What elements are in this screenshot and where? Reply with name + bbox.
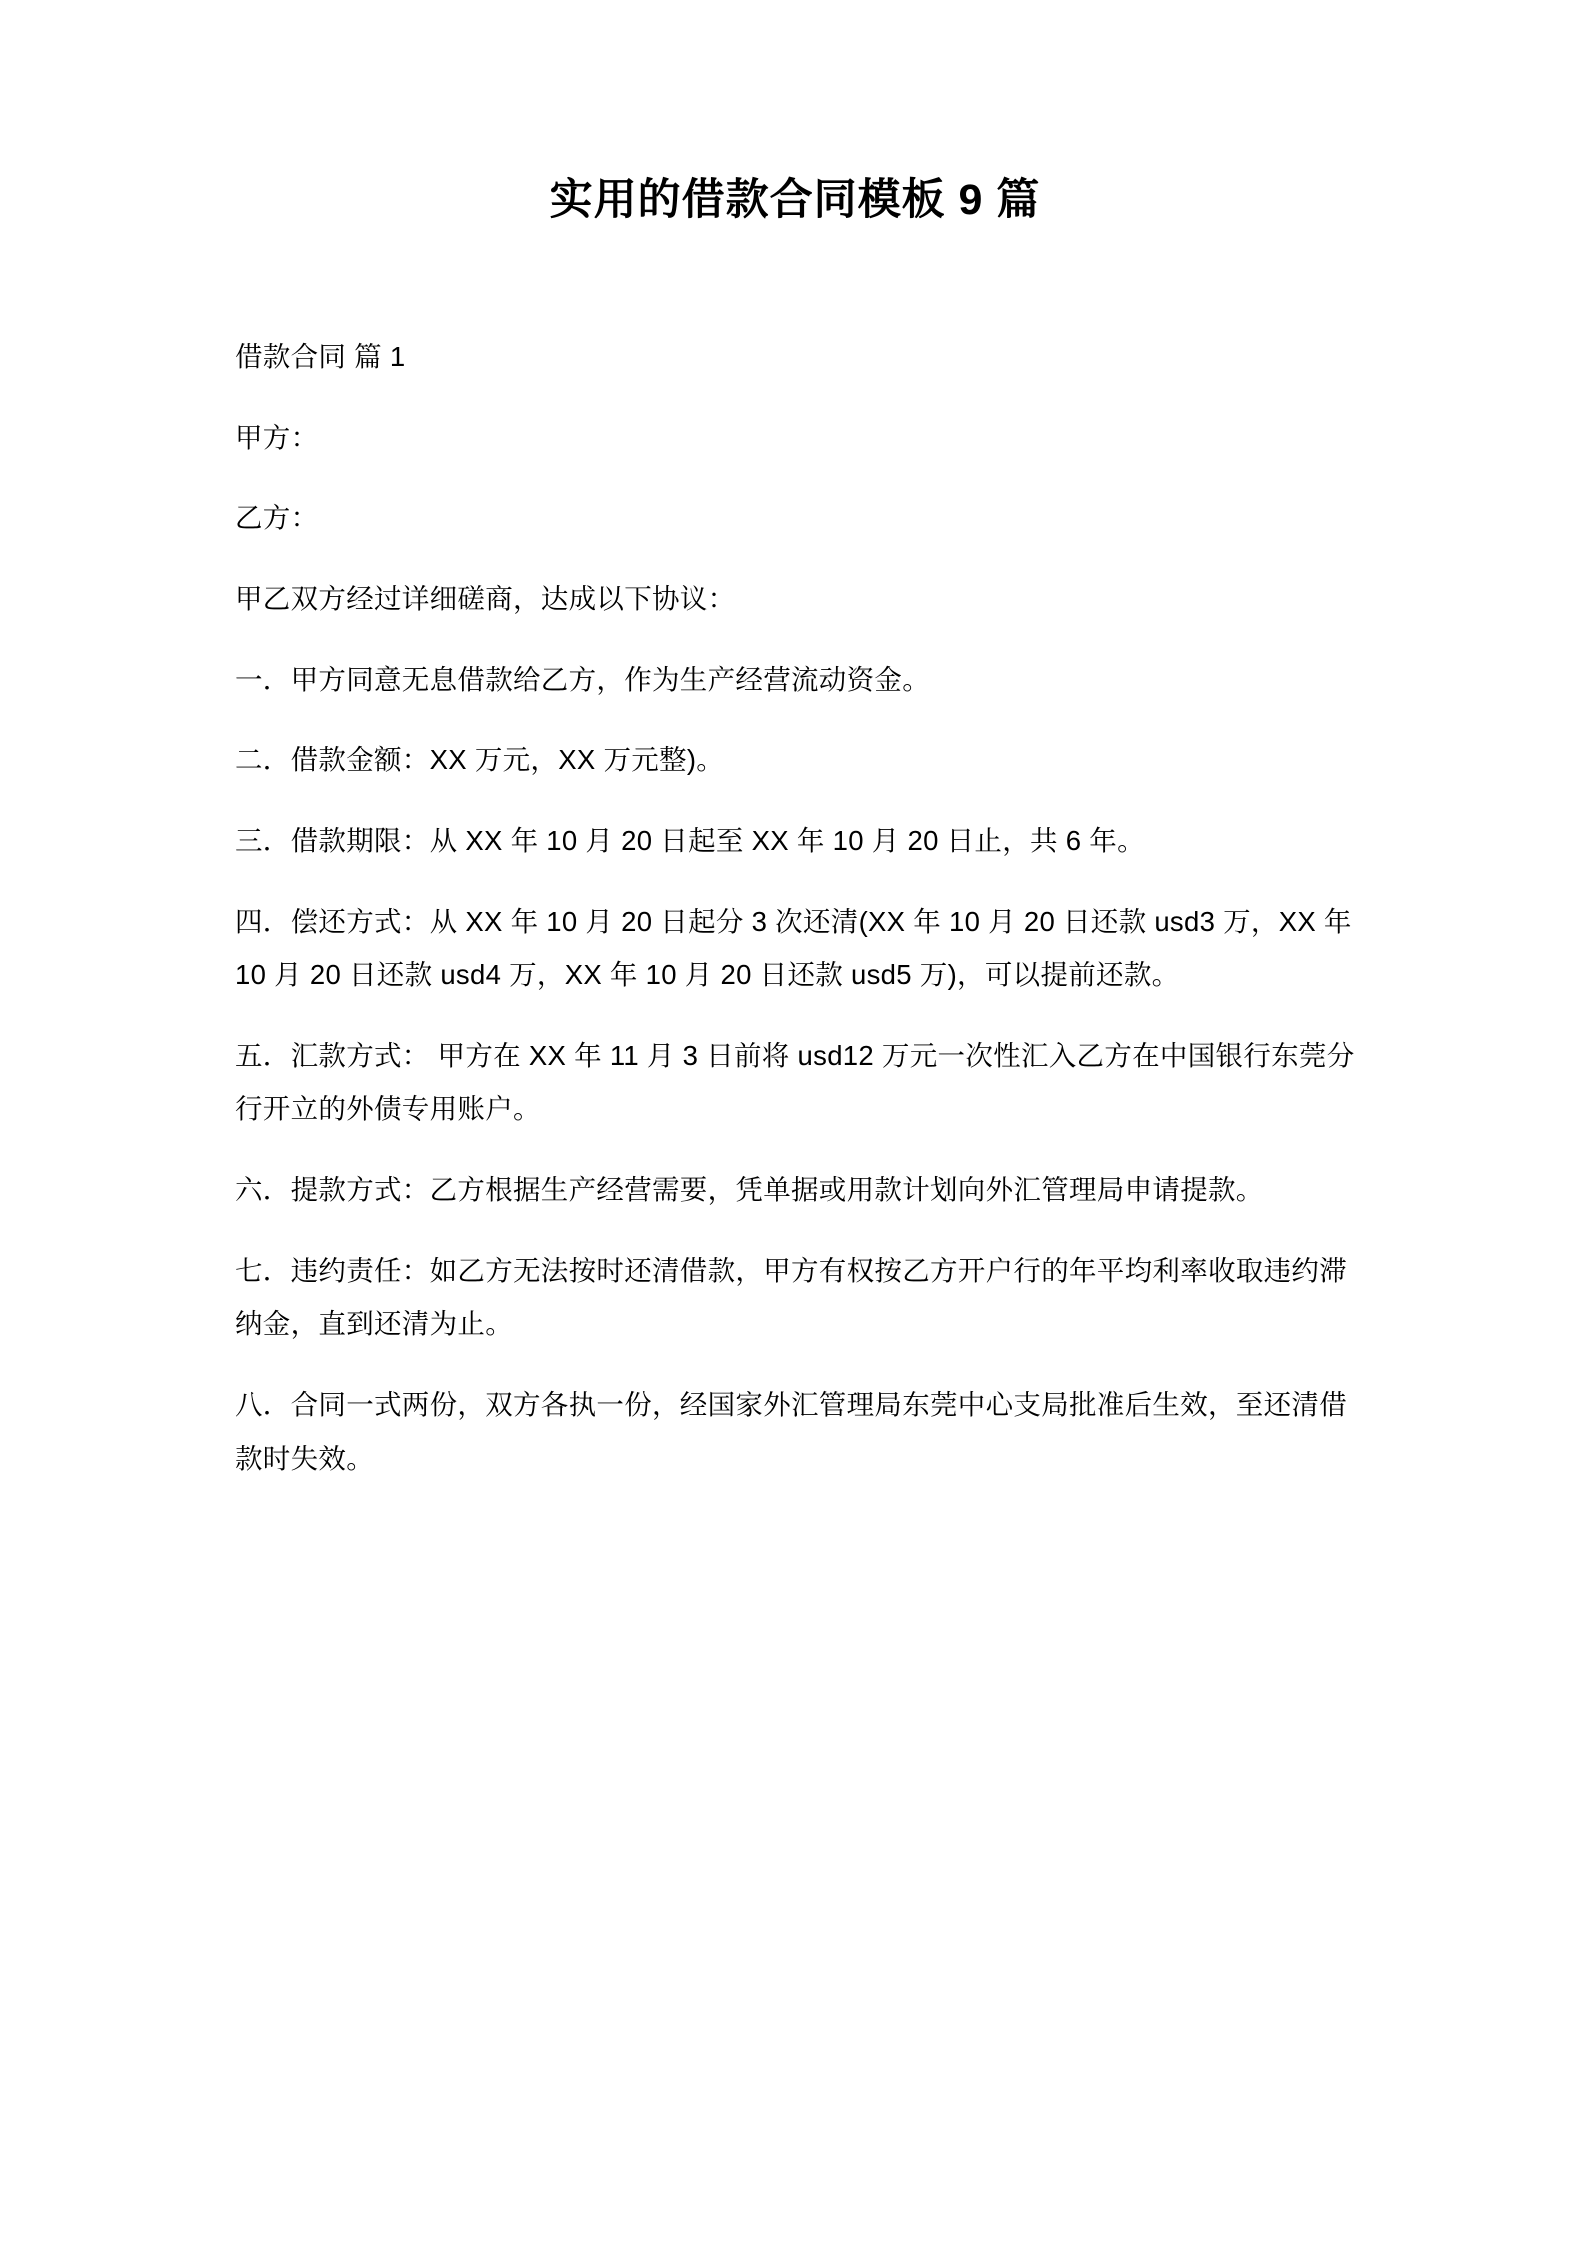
paragraph-clause-4: 四．偿还方式：从 XX 年 10 月 20 日起分 3 次还清(XX 年 10 月 20 日还款 usd3 万，XX 年 10 月 20 日还款 usd4 万，XX 年 10 月 20 日还款 usd5 万)，可以提前还款。 (235, 905, 1352, 991)
title-spacer (235, 230, 1355, 330)
paragraph-party-a: 甲方： (235, 421, 319, 453)
paragraph-clause-5: 五．汇款方式： 甲方在 XX 年 11 月 3 日前将 usd12 万元一次性汇入乙方在中国银行东莞分行开立的外债专用账户。 (235, 1039, 1355, 1125)
paragraph-clause-3: 三．借款期限：从 XX 年 10 月 20 日起至 XX 年 10 月 20 日止，共 6 年。 (235, 824, 1145, 856)
paragraph-clause-6: 六．提款方式：乙方根据生产经营需要，凭单据或用款计划向外汇管理局申请提款。 (235, 1174, 1264, 1206)
paragraph-party-b: 乙方： (235, 502, 319, 534)
paragraph-clause-7: 七．违约责任：如乙方无法按时还清借款，甲方有权按乙方开户行的年平均利率收取违约滞纳金，直到还清为止。 (235, 1254, 1347, 1340)
page-title: 实用的借款合同模板 9 篇 (549, 176, 1041, 224)
paragraph-clause-2: 二．借款金额：XX 万元，XX 万元整)。 (235, 744, 725, 776)
paragraph-section-heading: 借款合同 篇 1 (235, 341, 406, 373)
document-body (235, 170, 1355, 1512)
paragraph-clause-1: 一．甲方同意无息借款给乙方，作为生产经营流动资金。 (235, 663, 930, 695)
paragraph-preamble: 甲乙双方经过详细磋商，达成以下协议： (235, 583, 736, 615)
paragraph-clause-8: 八．合同一式两份，双方各执一份，经国家外汇管理局东莞中心支局批准后生效，至还清借款时失效。 (235, 1388, 1347, 1474)
